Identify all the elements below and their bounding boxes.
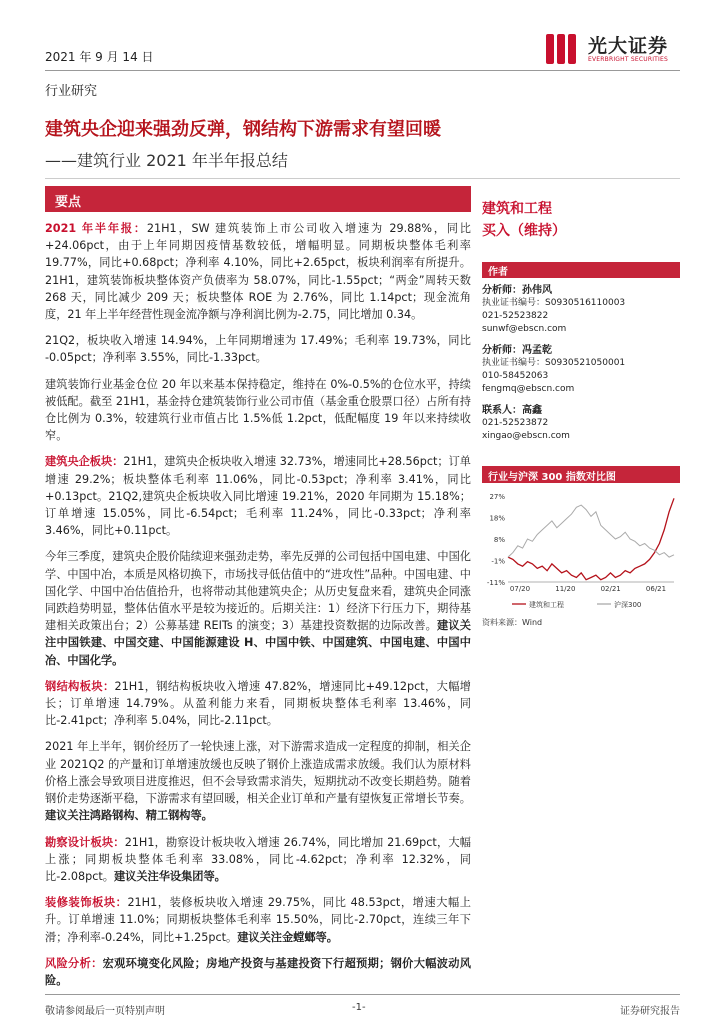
paragraph-text: 21H1，装修板块收入增速 29.75%，同比 48.53pct，增速大幅上升。订单增速 11.0%；同期板块整体毛利率 15.50%，同比-2.70pct，连续三年下滑；净利率-0.24%，同比+1.25pct。 xyxy=(45,896,471,944)
paragraph xyxy=(45,678,471,730)
page-number: -1- xyxy=(352,1002,366,1013)
legend-label: 沪深300 xyxy=(614,601,642,609)
rating-label: 买入（维持） xyxy=(482,223,566,239)
author-name: 联系人：高鑫 xyxy=(482,405,542,416)
x-tick-label: 11/20 xyxy=(555,585,576,593)
paragraph xyxy=(45,548,471,668)
paragraph-recommendation: 建议关注中国铁建、中国交建、中国能源建设 H、中国中铁、中国建筑、中国电建、中国中冶、中国化学。 xyxy=(45,619,471,667)
main-content xyxy=(45,220,471,998)
paragraph xyxy=(45,453,471,539)
paragraph xyxy=(45,376,471,445)
series-line-0 xyxy=(508,498,674,579)
paragraph-recommendation: 建议关注金螳螂等。 xyxy=(237,930,338,944)
keypoints-header: 要点 xyxy=(45,186,471,212)
footer-report-type: 证券研究报告 xyxy=(620,1006,680,1017)
page-subtitle: ——建筑行业 2021 年半年报总结 xyxy=(45,151,288,170)
author-contact: 执业证书编号：S0930516110003 xyxy=(482,298,626,308)
paragraph-lead: 装修装饰板块： xyxy=(45,896,128,910)
author-contact: 021-52523822 xyxy=(482,311,549,321)
paragraph-lead: 钢结构板块： xyxy=(45,679,115,693)
paragraph-text: 今年三季度，建筑央企股价陆续迎来强劲走势，率先反弹的公司包括中国电建、中国化学、中国中冶，本质是风格切换下，市场找寻低估值中的“进攻性”品种。中国电建、中国化学、中国中冶估值拾升，也将带动其他建筑央企；从历史复盘来看，建筑央企同涨同跌趋势明显，整体估值水平是较为接近的。后期关注：1）经济下行压力下，期待基建相关政策出台；2）公募基建 REITs 的演变；3）基建投资数据的边际改善。 xyxy=(45,550,471,633)
page-title: 建筑央企迎来强劲反弹，钢结构下游需求有望回暖 xyxy=(45,119,441,140)
logo-text-en: EVERBRIGHT SECURITIES xyxy=(588,55,668,63)
paragraph-recommendation: 建议关注华设集团等。 xyxy=(113,869,226,883)
x-tick-label: 07/20 xyxy=(509,585,531,593)
paragraph xyxy=(45,834,471,886)
paragraph-lead: 建筑央企板块： xyxy=(45,455,124,469)
author-contact: 执业证书编号：S0930521050001 xyxy=(482,358,626,368)
paragraph-text: 21Q2，板块收入增速 14.94%，上年同期增速为 17.49%；毛利率 19.73%，同比 -0.05pct；净利率 3.55%，同比-1.33pct。 xyxy=(45,334,471,365)
x-tick-label: 06/21 xyxy=(645,585,667,593)
chart-header: 行业与沪深 300 指数对比图 xyxy=(482,466,680,483)
company-logo xyxy=(546,34,668,64)
author-contact: 021-52523872 xyxy=(482,418,549,428)
paragraph xyxy=(45,894,471,946)
paragraph-text: 21H1，勘察设计板块收入增速 26.74%，同比增加 21.69pct，大幅上涨；同期板块整体毛利率 33.08%，同比-4.62pct；净利率 12.32%，同比-2.08pct。 xyxy=(45,835,471,883)
industry-name: 建筑和工程 xyxy=(482,201,552,217)
paragraph xyxy=(45,955,471,989)
author-contact: xingao@ebscn.com xyxy=(482,431,570,441)
paragraph-text: 21H1，建筑央企板块收入增速 32.73%，增速同比+28.56pct；订单增速 29.2%；板块整体毛利率 11.06%，同比-0.53pct；净利率 3.41%，同比+0.13pct。21Q2,建筑央企板块收入同比增速 19.21%，2020 年同期为 15.18%；订单增速 15.05%，同比-6.54pct；毛利率 11.24%，同比-0.33pct；净利率 3.46%，同比+0.11pct。 xyxy=(45,455,471,538)
divider xyxy=(45,994,680,995)
author-name: 分析师：冯孟乾 xyxy=(482,345,552,356)
author-header: 作者 xyxy=(482,262,680,278)
author-contact: sunwf@ebscn.com xyxy=(482,324,567,334)
legend-label: 建筑和工程 xyxy=(529,601,564,609)
y-tick-label: 18% xyxy=(489,514,505,523)
divider xyxy=(45,178,680,179)
series-line-1 xyxy=(508,505,674,557)
report-date: 2021 年 9 月 14 日 xyxy=(45,50,154,64)
y-tick-label: 8% xyxy=(493,536,505,544)
paragraph xyxy=(45,738,471,824)
author-contact: 010-58452063 xyxy=(482,371,549,381)
author-name: 分析师：孙伟风 xyxy=(482,285,552,296)
logo-mark-icon xyxy=(546,34,582,64)
paragraph-text: 21H1，SW 建筑装饰上市公司收入增速为 29.88%，同比 +24.06pct，由于上年同期因疫情基数较低，增幅明显。同期板块整体毛利率 19.77%，同比+0.68pct；净利率 4.10%，同比+2.65pct，板块利润率有所提升。21H1，建筑装饰板块整体资产负债率为 58.07%，同比-1.55pct；“两金”周转天数 268 天，同比减少 209 天；板块整体 ROE 为 2.76%，同比 1.14pct；现金流角度，21 年上半年经营性现金流净额与净利润比例为-2.75，同比增加 0.34。 xyxy=(45,222,471,322)
author-card xyxy=(482,284,680,336)
paragraph-text: 建筑装饰行业基金仓位 20 年以来基本保持稳定，维持在 0%-0.5%的仓位水平，持续被低配。截至 21H1，基金持仓建筑装饰行业公司市值（基金重仓股票口径）占所有持仓比例为 0.3%，较建筑行业市值占比 1.5%低 1.2pct，低配幅度 19 年以来持续收窄。 xyxy=(45,377,471,443)
paragraph xyxy=(45,220,471,323)
paragraph-text: 21H1，钢结构板块收入增速 47.82%，增速同比+49.12pct，大幅增长；订单增速 14.79%。从盈利能力来看，同期板块整体毛利率 13.46%，同比-2.41pct；净利率 5.04%，同比-2.11pct。 xyxy=(45,679,471,728)
paragraph-lead: 勘察设计板块： xyxy=(45,835,125,849)
report-category: 行业研究 xyxy=(45,84,98,99)
logo-text-cn: 光大证券 xyxy=(588,34,669,57)
footer-disclaimer: 敬请参阅最后一页特别声明 xyxy=(45,1006,165,1017)
y-tick-label: 27% xyxy=(489,493,505,501)
chart-source: 资料来源：Wind xyxy=(482,618,543,627)
divider xyxy=(45,70,680,71)
y-tick-label: -1% xyxy=(491,557,505,566)
paragraph-lead: 2021 年半年报： xyxy=(45,222,147,235)
paragraph-recommendation: 宏观环境变化风险；房地产投资与基建投资下行超预期；钢价大幅波动风险。 xyxy=(45,956,471,987)
y-tick-label: -11% xyxy=(486,579,505,587)
paragraph-lead: 风险分析： xyxy=(45,956,103,970)
author-list xyxy=(482,284,680,451)
sidebar-rating xyxy=(482,198,566,242)
author-card xyxy=(482,404,680,443)
paragraph-text: 2021 年上半年，钢价经历了一轮快速上涨，对下游需求造成一定程度的抑制，相关企业 2021Q2 的产量和订单增速放缓也反映了钢价上涨造成需求放缓。我们认为原材料价格上涨会导致项目进度推迟，但不会导致需求消失，短期扰动不改变长期趋势。随着钢价走势逐渐平稳，下游需求有望回暖，相关企业订单和产量有望恢复正常增长节奏。 xyxy=(45,740,471,806)
x-tick-label: 02/21 xyxy=(600,585,621,593)
paragraph xyxy=(45,332,471,366)
index-comparison-chart xyxy=(482,490,680,610)
author-contact: fengmq@ebscn.com xyxy=(482,384,575,394)
author-card xyxy=(482,344,680,396)
paragraph-recommendation: 建议关注鸿路钢构、精工钢构等。 xyxy=(45,809,213,823)
